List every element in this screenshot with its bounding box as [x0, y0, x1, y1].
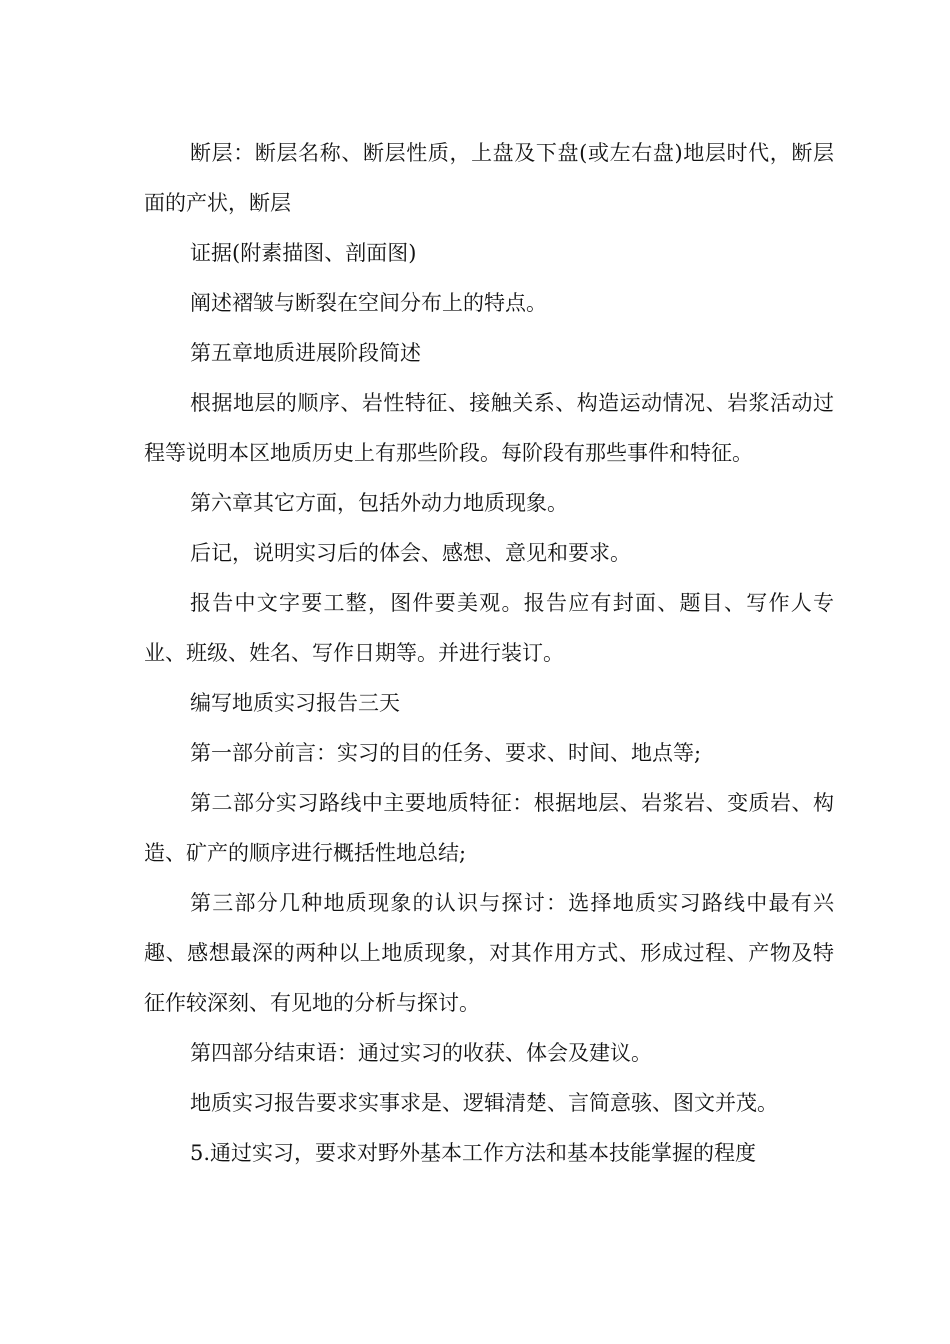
chapter-five-heading: 第五章地质进展阶段简述	[190, 341, 421, 365]
paragraph-report-requirements: 地质实习报告要求实事求是、逻辑清楚、言简意骇、图文并茂。	[190, 1091, 778, 1115]
paragraph-fold-fault-distribution: 阐述褶皱与断裂在空间分布上的特点。	[190, 291, 547, 315]
paragraph-evidence: 证据(附素描图、剖面图)	[190, 241, 417, 265]
paragraph-part-one: 第一部分前言：实习的目的任务、要求、时间、地点等;	[190, 741, 702, 765]
paragraph-part-four: 第四部分结束语：通过实习的收获、体会及建议。	[190, 1041, 652, 1065]
paragraph-item-five: 5.通过实习，要求对野外基本工作方法和基本技能掌握的程度	[190, 1141, 757, 1165]
paragraph-postscript: 后记，说明实习后的体会、感想、意见和要求。	[190, 541, 631, 565]
paragraph-report-format: 报告中文字要工整，图件要美观。报告应有封面、题目、写作人专业、班级、姓名、写作日期等。并进行装订。	[144, 591, 834, 665]
paragraph-geologic-history: 根据地层的顺序、岩性特征、接触关系、构造运动情况、岩浆活动过程等说明本区地质历史上有那些阶段。每阶段有那些事件和特征。	[144, 391, 834, 465]
paragraph-fault-description: 断层：断层名称、断层性质，上盘及下盘(或左右盘)地层时代，断层面的产状，断层	[144, 141, 834, 215]
chapter-six-heading: 第六章其它方面，包括外动力地质现象。	[190, 491, 568, 515]
document-body	[144, 128, 834, 1178]
paragraph-part-three: 第三部分几种地质现象的认识与探讨：选择地质实习路线中最有兴趣、感想最深的两种以上地质现象，对其作用方式、形成过程、产物及特征作较深刻、有见地的分析与探讨。	[144, 891, 834, 1015]
paragraph-writing-days: 编写地质实习报告三天	[190, 691, 400, 715]
paragraph-part-two: 第二部分实习路线中主要地质特征：根据地层、岩浆岩、变质岩、构造、矿产的顺序进行概括性地总结;	[144, 791, 834, 865]
